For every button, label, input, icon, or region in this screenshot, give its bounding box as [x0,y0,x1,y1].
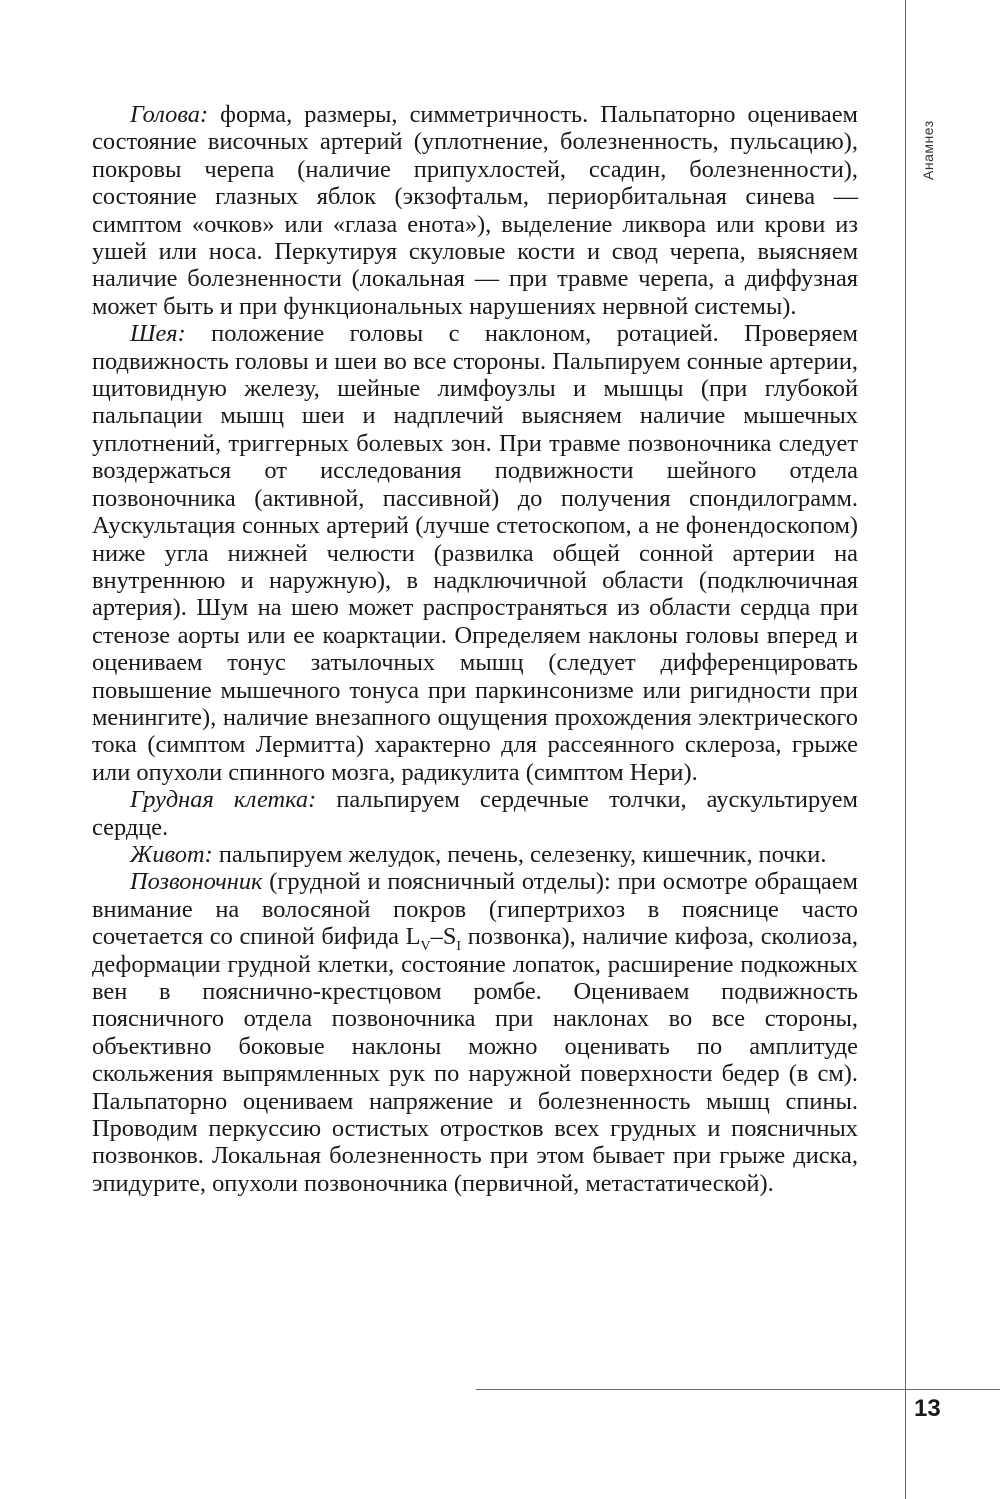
paragraph-spine-text-after: позвонка), наличие кифоза, сколиоза, деформации грудной клетки, состояние лопаток, расширение подкожных вен в пояснично-крестцовом ромбе. Оцениваем подвижность поясничного отдела позвоночника при наклонах во все стороны, объективно боковые наклоны можно оценивать по амплитуде скольжения выпрямленных рук по наружной поверхности бедер (в см). Пальпаторно оцениваем напряжение и болезненность мышц спины. Проводим перкуссию остистых отростков всех грудных и поясничных позвонков. Локальная болезненность при этом бывает при грыже диска, эпидурите, опухоли позвоночника (первичной, метастатической). [92,923,858,1197]
term-abdomen: Живот: [130,840,213,868]
margin-vertical-rule [905,0,906,1499]
page-number: 13 [914,1395,941,1422]
paragraph-spine [92,868,858,1197]
term-chest: Грудная клетка: [130,786,317,814]
paragraph-abdomen-text: пальпируем желудок, печень, селезенку, кишечник, почки. [212,840,827,868]
paragraph-head [92,101,858,320]
subscript-v: V [420,939,431,955]
paragraph-spine-text-before: (грудной и поясничный отделы): при осмотре обращаем внимание на волосяной покров (гипертрихоз в пояснице часто сочетается со спиной бифида L [92,868,858,951]
paragraph-chest-text: пальпируем сердечные толчки, аускультируем сердце. [92,786,858,841]
paragraph-chest [92,786,858,841]
vertebra-dash: –S [430,923,457,951]
running-section-label: Анамнез [920,120,936,180]
term-neck: Шея: [130,320,186,348]
paragraph-neck [92,320,858,786]
paragraph-head-text: форма, размеры, симметричность. Пальпаторно оцениваем состояние височных артерий (уплотнение, болезненность, пульсацию), покровы черепа (наличие припухлостей, ссадин, болезненности), состояние глазных яблок (экзофтальм, периорбитальная синева — симптом «очков» или «глаза енота»), выделение ликвора или крови из ушей или носа. Перкутируя скуловые кости и свод черепа, выясняем наличие болезненности (локальная — при травме черепа, а диффузная может быть и при функциональных нарушениях нервной системы). [92,101,858,320]
term-spine: Позвоночник [130,868,263,896]
term-head: Голова: [130,101,209,128]
paragraph-abdomen [92,841,858,868]
footer-horizontal-rule [476,1389,1000,1390]
page-body [92,101,858,1197]
subscript-i: I [456,939,462,955]
paragraph-neck-text: положение головы с наклоном, ротацией. Проверяем подвижность головы и шеи во все стороны. Пальпируем сонные артерии, щитовидную железу, шейные лимфоузлы и мышцы (при глубокой пальпации мышц шеи и надплечий выясняем наличие мышечных уплотнений, триггерных болевых зон. При травме позвоночника следует воздержаться от исследования подвижности шейного отдела позвоночника (активной, пассивной) до получения спондилограмм. Аускультация сонных артерий (лучше стетоскопом, а не фонендоскопом) ниже угла нижней челюсти (развилка общей сонной артерии на внутреннюю и наружную), в надключичной области (подключичная артерия). Шум на шею может распространяться из области сердца при стенозе аорты или ее коарктации. Определяем наклоны головы вперед и оцениваем тонус затылочных мышц (следует дифференцировать повышение мышечного тонуса при паркинсонизме или ригидности при менингите), наличие внезапного ощущения прохождения электрического тока (симптом Лермитта) характерно для рассеянного склероза, грыже или опухоли спинного мозга, радикулита (симптом Нери). [92,320,858,786]
